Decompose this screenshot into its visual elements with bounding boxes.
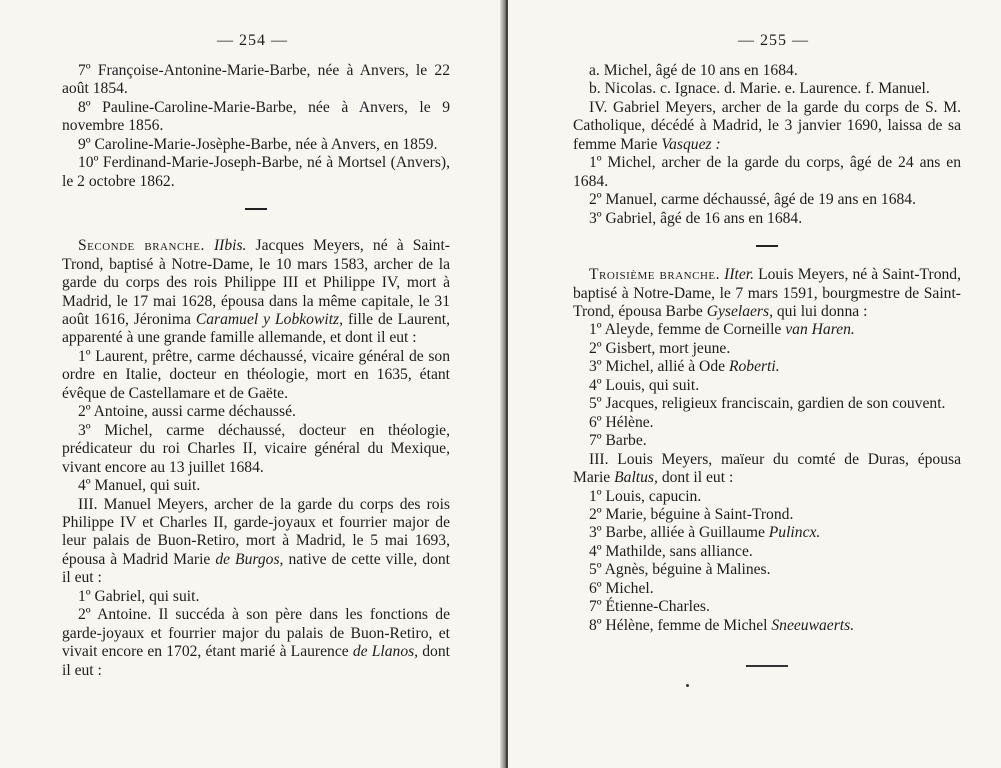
branch-text: qui lui donna : — [776, 302, 868, 320]
branch-degree: IIbis. — [213, 237, 247, 255]
item-text: 3º Barbe, alliée à Guillaume — [589, 524, 765, 542]
left-page-text — [62, 62, 450, 680]
list-item: 4º Manuel, qui suit. — [78, 477, 201, 495]
list-item — [573, 617, 961, 635]
list-item: 5º Agnès, béguine à Malines. — [589, 561, 771, 579]
list-item: 3º Gabriel, âgé de 16 ans en 1684. — [589, 209, 803, 227]
list-item — [573, 321, 961, 339]
paragraph-text: dont il eut : — [62, 643, 450, 679]
list-item: 2º Gisbert, mort jeune. — [589, 339, 731, 357]
paragraph-text: IV. Gabriel Meyers, archer de la garde du corps de S. M. Catholique, décédé à Madrid, le 3 janvier 1690, laissa de sa femme Marie — [573, 98, 961, 153]
antoine-paragraph — [62, 606, 450, 680]
paragraph-text: dont il eut : — [661, 469, 734, 487]
list-item: b. Nicolas. c. Ignace. d. Marie. e. Laurence. f. Manuel. — [589, 80, 930, 98]
spouse-name: Baltus, — [614, 469, 658, 487]
item-text: 8º Hélène, femme de Michel — [589, 616, 768, 634]
branch-heading: Troisième branche. — [589, 266, 721, 284]
spouse-name: van Haren. — [785, 321, 855, 339]
spouse-name: de Burgos, — [215, 550, 284, 568]
item-text: 3º Michel, allié à Ode — [589, 358, 726, 376]
list-item: 5º Jacques, religieux franciscain, gardien de son couvent. — [589, 395, 946, 413]
list-item — [573, 524, 961, 542]
item-text: 1º Aleyde, femme de Corneille — [589, 321, 782, 339]
list-item: 10º Ferdinand-Marie-Joseph-Barbe, né à Mortsel (Anvers), le 2 octobre 1862. — [62, 154, 450, 190]
list-item: a. Michel, âgé de 10 ans en 1684. — [589, 62, 798, 79]
list-item: 1º Louis, capucin. — [589, 487, 702, 505]
gabriel-paragraph — [573, 99, 961, 154]
branch-text: Louis Meyers, né à Saint-Trond, baptisé à Notre-Dame, le 7 mars 1591, bourgmestre de Saint-Trond, épousa Barbe — [573, 266, 962, 320]
branch-paragraph — [62, 237, 450, 348]
list-item: 7º Étienne-Charles. — [589, 598, 710, 616]
list-item: 7º Barbe. — [589, 432, 647, 450]
list-item: 2º Antoine, aussi carme déchaussé. — [78, 403, 296, 421]
list-item: 3º Michel, carme déchaussé, docteur en théologie, prédicateur du roi Charles II, vicaire général du Mexique, vivant encore au 13 juillet 1684. — [62, 421, 450, 476]
page-number-left: — 254 — — [217, 32, 288, 49]
list-item — [573, 358, 961, 376]
list-item: 7º Françoise-Antonine-Marie-Barbe, née à Anvers, le 22 août 1854. — [62, 62, 450, 98]
spouse-name: Vasquez : — [661, 135, 721, 153]
spouse-name: Caramuel y Lobkowitz, — [195, 310, 344, 328]
list-item: 4º Mathilde, sans alliance. — [589, 542, 753, 560]
list-item: 8º Pauline-Caroline-Marie-Barbe, née à Anvers, le 9 novembre 1856. — [62, 98, 450, 135]
section-divider — [245, 208, 267, 210]
right-page-text — [573, 62, 961, 667]
paragraph-text: III. Manuel Meyers, archer de la garde du corps des rois Philippe IV et Charles II, garde-joyaux et fourrier major de leur palais de Buon-Retiro, mort à Madrid, le 5 mai 1693, épousa à Madrid Marie — [62, 495, 450, 568]
list-item: 1º Laurent, prêtre, carme déchaussé, vicaire général de son ordre en Italie, docteur en théologie, mort en 1635, étant évêque de Castellamare et de Gaëte. — [62, 347, 450, 402]
end-rule — [746, 665, 788, 667]
spouse-name: Roberti. — [728, 358, 780, 376]
list-item: 6º Hélène. — [589, 413, 654, 431]
page-number-right: — 255 — — [738, 32, 809, 49]
list-item: 9º Caroline-Marie-Josèphe-Barbe, née à Anvers, en 1859. — [78, 135, 438, 153]
list-item: 2º Manuel, carme déchaussé, âgé de 19 ans en 1684. — [589, 191, 916, 209]
paragraph-text: III. Louis Meyers, maïeur du comté de Duras, épousa Marie — [573, 450, 961, 487]
spouse-name: Gyselaers, — [706, 302, 773, 320]
branch-heading: Seconde branche. — [78, 237, 205, 255]
ink-dot — [686, 684, 689, 687]
branch-paragraph — [573, 266, 961, 321]
spouse-name: de Llanos, — [352, 643, 419, 661]
manuel-paragraph — [62, 496, 450, 588]
paragraph-text: native de cette ville, dont il eut : — [62, 550, 450, 587]
list-item: 1º Michel, archer de la garde du corps, âgé de 24 ans en 1684. — [573, 154, 961, 190]
branch-text: Jacques Meyers, né à Saint-Trond, baptisé à Notre-Dame, le 10 mars 1583, archer de la garde du corps des rois Philippe III et Philippe IV, mort à Madrid, le 17 mai 1628, épousa dans la même capitale, le 31 août 1616, Jéronima — [62, 237, 450, 328]
louis-paragraph — [573, 451, 961, 488]
section-divider — [756, 245, 778, 247]
list-item: 1º Gabriel, qui suit. — [78, 587, 200, 605]
list-item: 4º Louis, qui suit. — [589, 376, 700, 394]
spouse-name: Pulincx. — [768, 524, 821, 542]
list-item: 2º Marie, béguine à Saint-Trond. — [589, 505, 794, 523]
list-item: 6º Michel. — [589, 579, 654, 597]
spouse-name: Sneeuwaerts. — [771, 616, 855, 634]
right-page — [508, 0, 1001, 768]
branch-text: fille de Laurent, apparenté à une grande famille allemande, et dont il eut : — [62, 310, 450, 347]
paragraph-text: 2º Antoine. Il succéda à son père dans les fonctions de garde-joyaux et fourrier major du palais de Buon-Retiro, et vivait encore en 1702, étant marié à Laurence — [62, 606, 450, 661]
branch-degree: IIter. — [724, 266, 755, 284]
